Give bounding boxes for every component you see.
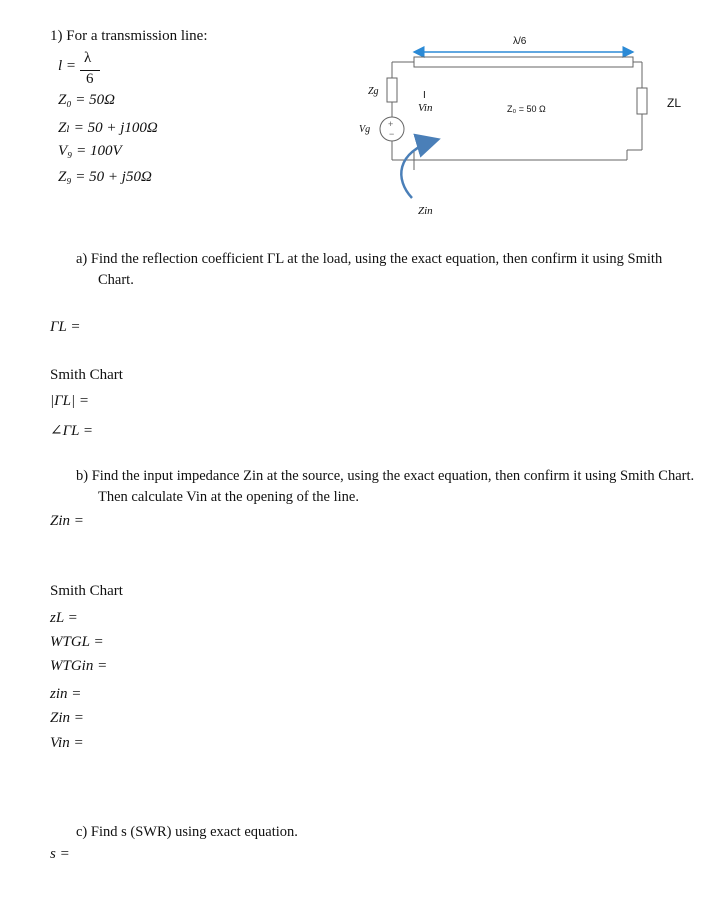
gamma-l-angle: ∠ΓL = xyxy=(50,423,94,439)
current-label: I xyxy=(423,90,426,101)
length-eq: l = xyxy=(58,58,77,74)
zl-label: ZL xyxy=(667,96,682,110)
part-b-question: b) Find the input impedance Zin at the source, using the exact equation, then confirm it using Smith Chart. Then calculate Vin at the opening of the line. xyxy=(76,468,695,505)
part-a-smith-heading: Smith Chart xyxy=(50,367,123,383)
zin-label: Zin xyxy=(418,205,433,217)
lambda-symbol: λ xyxy=(84,50,92,66)
wtg-in: WTGin = xyxy=(50,658,108,674)
vg-label: Vg xyxy=(359,124,371,135)
gamma-l-magnitude: |ΓL| = xyxy=(50,393,89,409)
problem-title: 1) For a transmission line: xyxy=(50,28,208,44)
zl-given: Zₗ = 50 + j100Ω xyxy=(58,120,158,136)
part-a-question: a) Find the reflection coefficient ΓL at the load, using the exact equation, then confirm it using Smith Chart. xyxy=(76,251,663,288)
zin-arrow xyxy=(401,140,436,198)
zin-denormalized: Zin = xyxy=(50,710,84,726)
svg-text:+: + xyxy=(388,119,394,129)
wtg-load: WTGL = xyxy=(50,634,104,650)
gamma-l-answer: ΓL = xyxy=(50,319,81,335)
z0-given: Z₀ = 50Ω xyxy=(58,92,116,108)
denominator: 6 xyxy=(86,71,94,87)
zl-resistor xyxy=(637,88,647,114)
zin-normalized: zin = xyxy=(50,686,82,702)
part-c-question: c) Find s (SWR) using exact equation. xyxy=(76,824,298,840)
line-top-conductor xyxy=(414,57,633,67)
vg-given: V₉ = 100V xyxy=(58,143,122,159)
svg-text:−: − xyxy=(389,129,395,139)
zg-given: Z₉ = 50 + j50Ω xyxy=(58,169,152,185)
zg-label: Zg xyxy=(368,86,379,97)
zl-normalized: zL = xyxy=(50,610,78,626)
swr-answer: s = xyxy=(50,846,70,862)
part-b-smith-heading: Smith Chart xyxy=(50,583,123,599)
zg-resistor xyxy=(387,78,397,102)
z0-label: Z₀ = 50 Ω xyxy=(507,104,546,114)
length-label: λ/6 xyxy=(513,36,527,47)
vin-label: Vin xyxy=(418,102,433,114)
vin-answer: Vin = xyxy=(50,735,84,751)
zin-answer: Zin = xyxy=(50,513,84,529)
